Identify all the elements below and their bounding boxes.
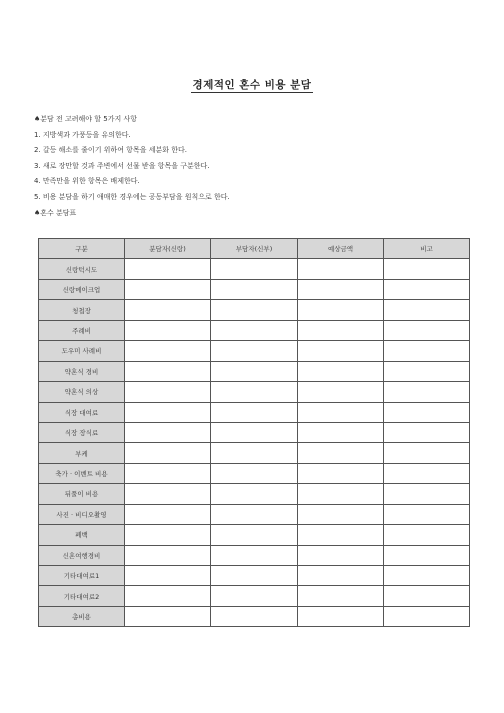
groom-share-cell[interactable]	[125, 463, 211, 483]
header-groom-share: 분담자(신랑)	[125, 239, 211, 259]
remarks-cell[interactable]	[384, 463, 470, 483]
row-label: 신혼여행경비	[39, 545, 125, 565]
remarks-cell[interactable]	[384, 341, 470, 361]
bride-share-cell[interactable]	[211, 300, 298, 320]
groom-share-cell[interactable]	[125, 300, 211, 320]
note-item-4: 4. 만족만을 위한 항목은 배제한다.	[34, 177, 140, 186]
estimated-cost-cell[interactable]	[298, 259, 384, 279]
bride-share-cell[interactable]	[211, 504, 298, 524]
remarks-cell[interactable]	[384, 300, 470, 320]
bride-share-cell[interactable]	[211, 566, 298, 586]
notes-section	[34, 112, 230, 221]
groom-share-cell[interactable]	[125, 566, 211, 586]
estimated-cost-cell[interactable]	[298, 443, 384, 463]
estimated-cost-cell[interactable]	[298, 586, 384, 606]
bride-share-cell[interactable]	[211, 525, 298, 545]
groom-share-cell[interactable]	[125, 279, 211, 299]
estimated-cost-cell[interactable]	[298, 341, 384, 361]
estimated-cost-cell[interactable]	[298, 320, 384, 340]
table-row	[39, 463, 470, 483]
estimated-cost-cell[interactable]	[298, 504, 384, 524]
bride-share-cell[interactable]	[211, 545, 298, 565]
table-row	[39, 586, 470, 606]
bride-share-cell[interactable]	[211, 586, 298, 606]
remarks-cell[interactable]	[384, 320, 470, 340]
groom-share-cell[interactable]	[125, 545, 211, 565]
groom-share-cell[interactable]	[125, 361, 211, 381]
table-row	[39, 279, 470, 299]
estimated-cost-cell[interactable]	[298, 463, 384, 483]
bride-share-cell[interactable]	[211, 606, 298, 626]
note-item-5: 5. 비용 분담을 하기 애매한 경우에는 공동부담을 원칙으로 한다.	[34, 192, 230, 201]
remarks-cell[interactable]	[384, 545, 470, 565]
remarks-cell[interactable]	[384, 361, 470, 381]
groom-share-cell[interactable]	[125, 484, 211, 504]
groom-share-cell[interactable]	[125, 402, 211, 422]
bride-share-cell[interactable]	[211, 341, 298, 361]
page-title-text: 경제적인 혼수 비용 분담	[192, 79, 312, 91]
remarks-cell[interactable]	[384, 382, 470, 402]
table-row	[39, 566, 470, 586]
row-label: 사진 · 비디오촬영	[39, 504, 125, 524]
estimated-cost-cell[interactable]	[298, 382, 384, 402]
row-label: 축가 · 이벤트 비용	[39, 463, 125, 483]
estimated-cost-cell[interactable]	[298, 361, 384, 381]
row-label: 총비용	[39, 606, 125, 626]
page-title	[0, 77, 504, 94]
row-label: 뒤풀이 비용	[39, 484, 125, 504]
row-label: 식장 대여료	[39, 402, 125, 422]
remarks-cell[interactable]	[384, 504, 470, 524]
header-estimated-cost: 예상금액	[298, 239, 384, 259]
row-label: 기타대여료2	[39, 586, 125, 606]
remarks-cell[interactable]	[384, 586, 470, 606]
table-row	[39, 504, 470, 524]
table-row	[39, 402, 470, 422]
estimated-cost-cell[interactable]	[298, 525, 384, 545]
table-row	[39, 422, 470, 442]
table-row	[39, 484, 470, 504]
table-row	[39, 259, 470, 279]
remarks-cell[interactable]	[384, 259, 470, 279]
estimated-cost-cell[interactable]	[298, 279, 384, 299]
header-bride-share: 부담자(신부)	[211, 239, 298, 259]
table-row	[39, 320, 470, 340]
header-remarks: 비고	[384, 239, 470, 259]
row-label: 부케	[39, 443, 125, 463]
groom-share-cell[interactable]	[125, 320, 211, 340]
bride-share-cell[interactable]	[211, 382, 298, 402]
bride-share-cell[interactable]	[211, 279, 298, 299]
row-label: 신랑턱시도	[39, 259, 125, 279]
groom-share-cell[interactable]	[125, 606, 211, 626]
groom-share-cell[interactable]	[125, 504, 211, 524]
table-row	[39, 341, 470, 361]
estimated-cost-cell[interactable]	[298, 300, 384, 320]
row-label: 주례비	[39, 320, 125, 340]
row-label: 기타대여료1	[39, 566, 125, 586]
estimated-cost-cell[interactable]	[298, 545, 384, 565]
groom-share-cell[interactable]	[125, 259, 211, 279]
estimated-cost-cell[interactable]	[298, 402, 384, 422]
remarks-cell[interactable]	[384, 606, 470, 626]
cost-sharing-table	[38, 238, 470, 627]
groom-share-cell[interactable]	[125, 443, 211, 463]
row-label: 청첩장	[39, 300, 125, 320]
bride-share-cell[interactable]	[211, 484, 298, 504]
table-row	[39, 525, 470, 545]
groom-share-cell[interactable]	[125, 586, 211, 606]
bride-share-cell[interactable]	[211, 361, 298, 381]
bride-share-cell[interactable]	[211, 422, 298, 442]
bride-share-cell[interactable]	[211, 443, 298, 463]
table-row	[39, 382, 470, 402]
note-item-2: 2. 갈등 해소를 줄이기 위하여 항목을 세분화 한다.	[34, 146, 187, 155]
table-body	[39, 259, 470, 627]
row-label: 약혼식 경비	[39, 361, 125, 381]
remarks-cell[interactable]	[384, 279, 470, 299]
table-row	[39, 443, 470, 463]
groom-share-cell[interactable]	[125, 341, 211, 361]
table-row	[39, 606, 470, 626]
estimated-cost-cell[interactable]	[298, 422, 384, 442]
row-label: 식장 장식료	[39, 422, 125, 442]
table-heading: ♠혼수 분담표	[34, 208, 77, 217]
remarks-cell[interactable]	[384, 525, 470, 545]
remarks-cell[interactable]	[384, 566, 470, 586]
bride-share-cell[interactable]	[211, 259, 298, 279]
note-item-1: 1. 지방색과 가풍등을 유의한다.	[34, 130, 131, 139]
remarks-cell[interactable]	[384, 484, 470, 504]
estimated-cost-cell[interactable]	[298, 606, 384, 626]
row-label: 신랑메이크업	[39, 279, 125, 299]
bride-share-cell[interactable]	[211, 320, 298, 340]
notes-heading: ♠분담 전 고려해야 할 5가지 사항	[34, 115, 137, 123]
table-header-row	[39, 239, 470, 259]
estimated-cost-cell[interactable]	[298, 484, 384, 504]
groom-share-cell[interactable]	[125, 382, 211, 402]
estimated-cost-cell[interactable]	[298, 566, 384, 586]
groom-share-cell[interactable]	[125, 525, 211, 545]
remarks-cell[interactable]	[384, 402, 470, 422]
table-row	[39, 361, 470, 381]
bride-share-cell[interactable]	[211, 402, 298, 422]
header-category: 구분	[39, 239, 125, 259]
table-row	[39, 545, 470, 565]
row-label: 도우미 사례비	[39, 341, 125, 361]
remarks-cell[interactable]	[384, 422, 470, 442]
note-item-3: 3. 새로 장만할 것과 주변에서 선물 받을 항목을 구분한다.	[34, 161, 210, 170]
bride-share-cell[interactable]	[211, 463, 298, 483]
cost-sharing-table-wrapper	[38, 238, 469, 627]
row-label: 폐백	[39, 525, 125, 545]
row-label: 약혼식 의상	[39, 382, 125, 402]
groom-share-cell[interactable]	[125, 422, 211, 442]
remarks-cell[interactable]	[384, 443, 470, 463]
table-row	[39, 300, 470, 320]
